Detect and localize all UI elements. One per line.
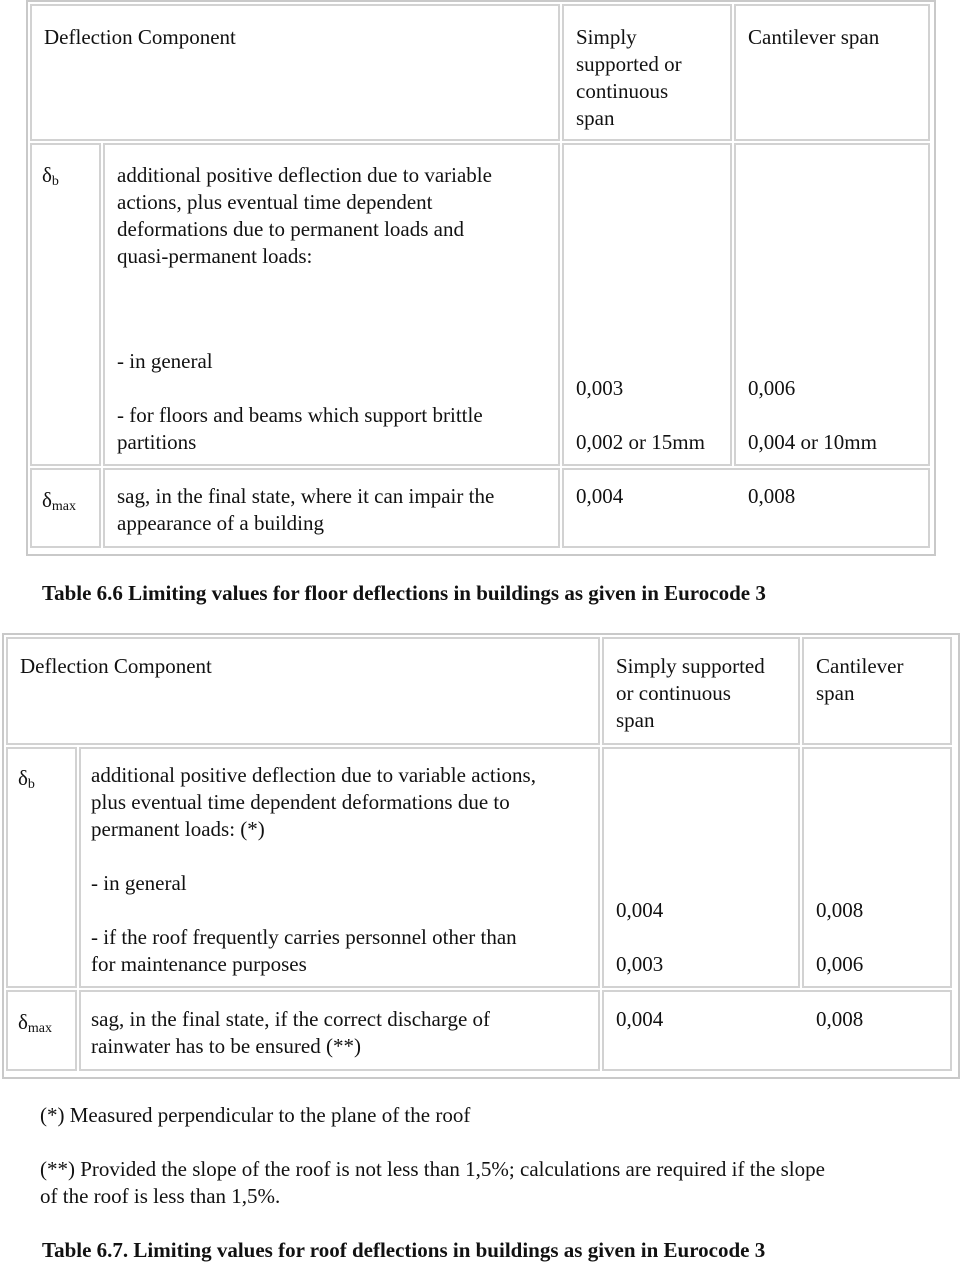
t2-header-component: Deflection Component (20, 654, 212, 678)
note-1: (*) Measured perpendicular to the plane of the roof (40, 1103, 471, 1127)
t1-header-cantilever: Cantilever span (748, 25, 880, 49)
t1-cant-general: 0,006 (748, 376, 796, 400)
t2-db-simply-cell (602, 747, 800, 988)
table-6-6-caption: Table 6.6 Limiting values for floor deflections in buildings as given in Eurocode 3 (42, 581, 766, 605)
table-6-7-caption: Table 6.7. Limiting values for roof deflections in buildings as given in Eurocode 3 (42, 1238, 766, 1262)
t2-db-symbol-cell (6, 747, 77, 988)
t1-case-general: - in general (117, 349, 213, 373)
t2-header-simply: Simply supported or continuous span (616, 654, 765, 732)
t2-cant-personnel: 0,006 (816, 952, 864, 976)
t2-db-desc: additional positive deflection due to variable actions, plus eventual time dependent deformations due to permanent loads: (*) (91, 763, 536, 841)
t1-db-desc: additional positive deflection due to variable actions, plus eventual time dependent deformations due to permanent loads and quasi-permanent loads: (117, 163, 492, 268)
t1-dmax-simply-cell (562, 468, 930, 548)
t1-simply-brittle: 0,002 or 15mm (576, 430, 705, 454)
t1-db-simply-cell (562, 143, 732, 466)
t2-header-component-cell (6, 637, 600, 745)
t1-dmax-desc-cell (103, 468, 560, 548)
t2-dmax-values-cell (602, 990, 952, 1071)
t1-header-simply-cell (562, 4, 732, 141)
t1-header-cantilever-cell (734, 4, 930, 141)
t2-cant-general: 0,008 (816, 898, 864, 922)
note-2: (**) Provided the slope of the roof is not less than 1,5%; calculations are required if the slope of the roof is less than 1,5%. (40, 1157, 825, 1208)
t2-simply-personnel: 0,003 (616, 952, 664, 976)
t2-dmax-desc: sag, in the final state, if the correct discharge of rainwater has to be ensured (**) (91, 1007, 491, 1058)
t1-header-component-cell (30, 4, 560, 141)
t2-db-symbol: $\delta_b$ (18, 766, 35, 792)
t2-dmax-cantilever: 0,008 (816, 1007, 864, 1031)
t2-case-personnel: - if the roof frequently carries personnel other than for maintenance purposes (91, 925, 517, 976)
t2-header-cantilever-cell (802, 637, 952, 745)
t1-db-symbol: $\delta_b$ (42, 163, 59, 189)
t1-dmax-symbol: $\delta_{max}$ (42, 488, 77, 514)
t2-dmax-desc-cell (79, 990, 600, 1071)
t2-db-desc-cell (79, 747, 600, 988)
t1-case-brittle: - for floors and beams which support brittle partitions (117, 403, 483, 454)
t2-dmax-symbol-cell (6, 990, 77, 1071)
t2-db-cantilever-cell (802, 747, 952, 988)
t1-dmax-simply: 0,004 (576, 484, 624, 508)
t1-dmax-cantilever: 0,008 (748, 484, 796, 508)
t1-dmax-desc: sag, in the final state, where it can impair the appearance of a building (117, 484, 495, 535)
t2-header-cantilever: Cantilever span (816, 654, 904, 705)
t1-dmax-symbol-cell (30, 468, 101, 548)
t1-simply-general: 0,003 (576, 376, 624, 400)
t1-db-cantilever-cell (734, 143, 930, 466)
t2-dmax-symbol: $\delta_{max}$ (18, 1010, 53, 1036)
t2-simply-general: 0,004 (616, 898, 664, 922)
t2-dmax-simply: 0,004 (616, 1007, 664, 1031)
t1-db-desc-cell (103, 143, 560, 466)
t1-header-simply: Simply supported or continuous span (576, 25, 682, 130)
t1-header-component: Deflection Component (44, 25, 236, 49)
t1-cant-brittle: 0,004 or 10mm (748, 430, 877, 454)
t1-db-symbol-cell (30, 143, 101, 466)
t2-header-simply-cell (602, 637, 800, 745)
t2-case-general: - in general (91, 871, 187, 895)
